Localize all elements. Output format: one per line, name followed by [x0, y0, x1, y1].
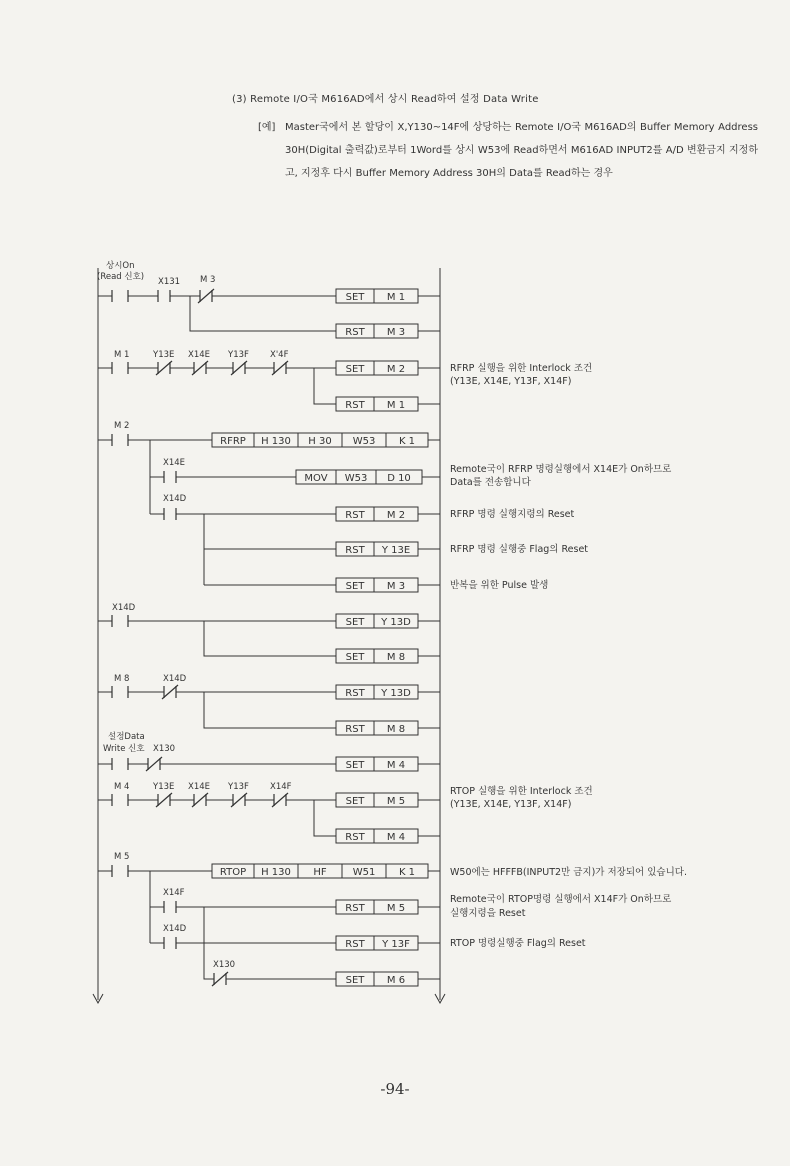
annotation-rfrp-flag-reset: RFRP 명령 실행중 Flag의 Reset	[450, 544, 589, 555]
no-contact-17	[112, 794, 128, 806]
annotation-rfrp-transfer-2: Data를 전송합니다	[450, 477, 531, 488]
annotation-rtop-on-2: 실행지령을 Reset	[450, 908, 526, 919]
instruction-text-c19-0: RST	[345, 939, 365, 950]
example-text: Master국에서 본 할당이 X,Y130~14F에 상당하는 Remote I/O국 M616AD의 Buffer Memory Address 30H(Digital 출력값)로부터 1Word를 상시 W53에 Read하면서 M616AD INPUT2를 A/D 변환금지 지정하고, 지정후 다시 Buffer Memory Address 30H의 Data를 Read하는 경우	[285, 122, 758, 179]
instruction-text-c5-3: W53	[352, 436, 376, 447]
instruction-text-c20-0: SET	[345, 975, 365, 986]
no-contact-22	[112, 865, 128, 877]
label-always-on: 상시On	[106, 261, 135, 271]
instruction-text-c6-0: MOV	[304, 473, 328, 484]
label-x14f-a: X'4F	[270, 350, 289, 360]
no-contact-4	[112, 362, 128, 374]
label-m5: M 5	[114, 852, 130, 862]
instruction-text-c7-0: RST	[345, 510, 365, 521]
instruction-text-c20-1: M 6	[386, 975, 406, 986]
instruction-text-c14-1: M 4	[386, 760, 406, 771]
instruction-text-c4-0: RST	[345, 400, 365, 411]
label-x14f-b: X14F	[270, 782, 292, 792]
annotation-rtop-interlock-list: (Y13E, X14E, Y13F, X14F)	[450, 799, 572, 810]
label-x130-b: X130	[213, 960, 236, 970]
instruction-text-c5-4: K 1	[398, 436, 416, 447]
nc-contact-5	[156, 361, 172, 375]
label-m2: M 2	[114, 421, 130, 431]
no-contact-13	[112, 686, 128, 698]
annotation-rtop-on: Remote국이 RTOP명령 실행에서 X14F가 On하므로	[450, 894, 672, 905]
no-contact-23	[164, 901, 176, 913]
nc-contact-18	[156, 793, 172, 807]
nc-contact-6	[192, 361, 208, 375]
instruction-text-c2-0: RST	[345, 327, 365, 338]
instruction-text-c19-1: Y 13F	[382, 939, 410, 950]
instruction-text-c16-0: RST	[345, 832, 365, 843]
no-contact-11	[164, 508, 176, 520]
label-x14d-b: X14D	[112, 603, 136, 613]
nc-contact-21	[272, 793, 288, 807]
label-x14e-a: X14E	[188, 350, 211, 360]
instruction-text-c3-0: SET	[345, 364, 365, 375]
nc-contact-7	[231, 361, 247, 375]
instruction-text-c15-0: SET	[345, 796, 365, 807]
label-y13e-b: Y13E	[153, 782, 175, 792]
instruction-text-c17-1: H 130	[261, 867, 291, 878]
instruction-text-c9-0: SET	[345, 581, 365, 592]
label-y13e-a: Y13E	[153, 350, 175, 360]
nc-contact-20	[231, 793, 247, 807]
instruction-text-c15-1: M 5	[386, 796, 406, 807]
instruction-text-c1-0: SET	[345, 292, 365, 303]
instruction-text-c17-3: W51	[352, 867, 376, 878]
instruction-text-c10-0: SET	[345, 617, 365, 628]
nc-contact-19	[192, 793, 208, 807]
nc-contact-16	[146, 757, 162, 771]
annotation-rtop-flag-reset: RTOP 명령실행중 Flag의 Reset	[450, 938, 586, 949]
no-contact-24	[164, 937, 176, 949]
instruction-text-c18-0: RST	[345, 903, 365, 914]
label-y13f-a: Y13F	[228, 350, 249, 360]
nc-contact-3	[198, 289, 214, 303]
rung-8-wire	[98, 871, 440, 979]
instruction-text-c11-0: SET	[345, 652, 365, 663]
instruction-text-c6-2: D 10	[387, 473, 411, 484]
instruction-text-c8-0: RST	[345, 545, 365, 556]
label-y13f-b: Y13F	[228, 782, 249, 792]
annotation-rfrp-interlock-list: (Y13E, X14E, Y13F, X14F)	[450, 376, 572, 387]
instruction-text-c1-1: M 1	[386, 292, 406, 303]
annotation-rfrp-interlock: RFRP 실행을 위한 Interlock 조건	[450, 363, 593, 374]
instruction-text-c18-1: M 5	[386, 903, 406, 914]
label-x130-a: X130	[153, 744, 176, 754]
example-label: [예]	[258, 122, 276, 133]
nc-contact-8	[272, 361, 288, 375]
instruction-text-c17-0: RTOP	[219, 867, 247, 878]
annotation-rfrp-transfer: Remote국이 RFRP 명령실행에서 X14E가 On하므로	[450, 464, 672, 475]
instruction-text-c5-2: H 30	[308, 436, 332, 447]
instruction-text-c11-1: M 8	[386, 652, 406, 663]
label-data-write: 설정Data	[108, 732, 145, 742]
instruction-text-c17-4: K 1	[398, 867, 416, 878]
no-contact-9	[112, 434, 128, 446]
instruction-text-c10-1: Y 13D	[381, 617, 411, 628]
label-x14d-d: X14D	[163, 924, 187, 934]
instruction-text-c13-0: RST	[345, 724, 365, 735]
instruction-text-c17-2: HF	[313, 867, 327, 878]
page-number: -94-	[380, 1080, 410, 1098]
no-contact-1	[112, 290, 128, 302]
label-x14e-c: X14E	[188, 782, 211, 792]
instruction-text-c3-1: M 2	[386, 364, 406, 375]
label-x14f-c: X14F	[163, 888, 185, 898]
label-m8: M 8	[114, 674, 130, 684]
label-m1: M 1	[114, 350, 130, 360]
section-heading: (3) Remote I/O국 M616AD에서 상시 Read하여 설정 Data Write	[232, 94, 539, 105]
instruction-text-c13-1: M 8	[386, 724, 406, 735]
instruction-text-c16-1: M 4	[386, 832, 406, 843]
no-contact-12	[112, 615, 128, 627]
annotation-rtop-interlock: RTOP 실행을 위한 Interlock 조건	[450, 786, 593, 797]
label-read-signal: (Read 신호)	[97, 272, 145, 282]
instruction-text-c5-1: H 130	[261, 436, 291, 447]
instruction-text-c4-1: M 1	[386, 400, 406, 411]
no-contact-10	[164, 471, 176, 483]
label-x14d-a: X14D	[163, 494, 187, 504]
annotation-repeat-pulse: 반복을 위한 Pulse 발생	[450, 580, 549, 591]
instruction-text-c5-0: RFRP	[220, 436, 246, 447]
label-m3: M 3	[200, 275, 216, 285]
label-x14e-b: X14E	[163, 458, 186, 468]
instruction-text-c8-1: Y 13E	[381, 545, 411, 556]
label-x131: X131	[158, 277, 181, 287]
instruction-text-c6-1: W53	[344, 473, 368, 484]
instruction-text-c9-1: M 3	[386, 581, 406, 592]
nc-contact-25	[212, 972, 228, 986]
annotation-w50-stored: W50에는 HFFFB(INPUT2만 금지)가 저장되어 있습니다.	[450, 867, 687, 878]
no-contact-2	[158, 290, 170, 302]
label-x14d-c: X14D	[163, 674, 187, 684]
instruction-text-c12-0: RST	[345, 688, 365, 699]
instruction-text-c14-0: SET	[345, 760, 365, 771]
annotation-rfrp-reset: RFRP 명령 실행지령의 Reset	[450, 509, 575, 520]
label-write-signal: Write 신호	[103, 744, 145, 754]
no-contact-15	[112, 758, 128, 770]
instruction-text-c2-1: M 3	[386, 327, 406, 338]
label-m4: M 4	[114, 782, 130, 792]
instruction-text-c7-1: M 2	[386, 510, 406, 521]
instruction-text-c12-1: Y 13D	[381, 688, 411, 699]
nc-contact-14	[162, 685, 178, 699]
